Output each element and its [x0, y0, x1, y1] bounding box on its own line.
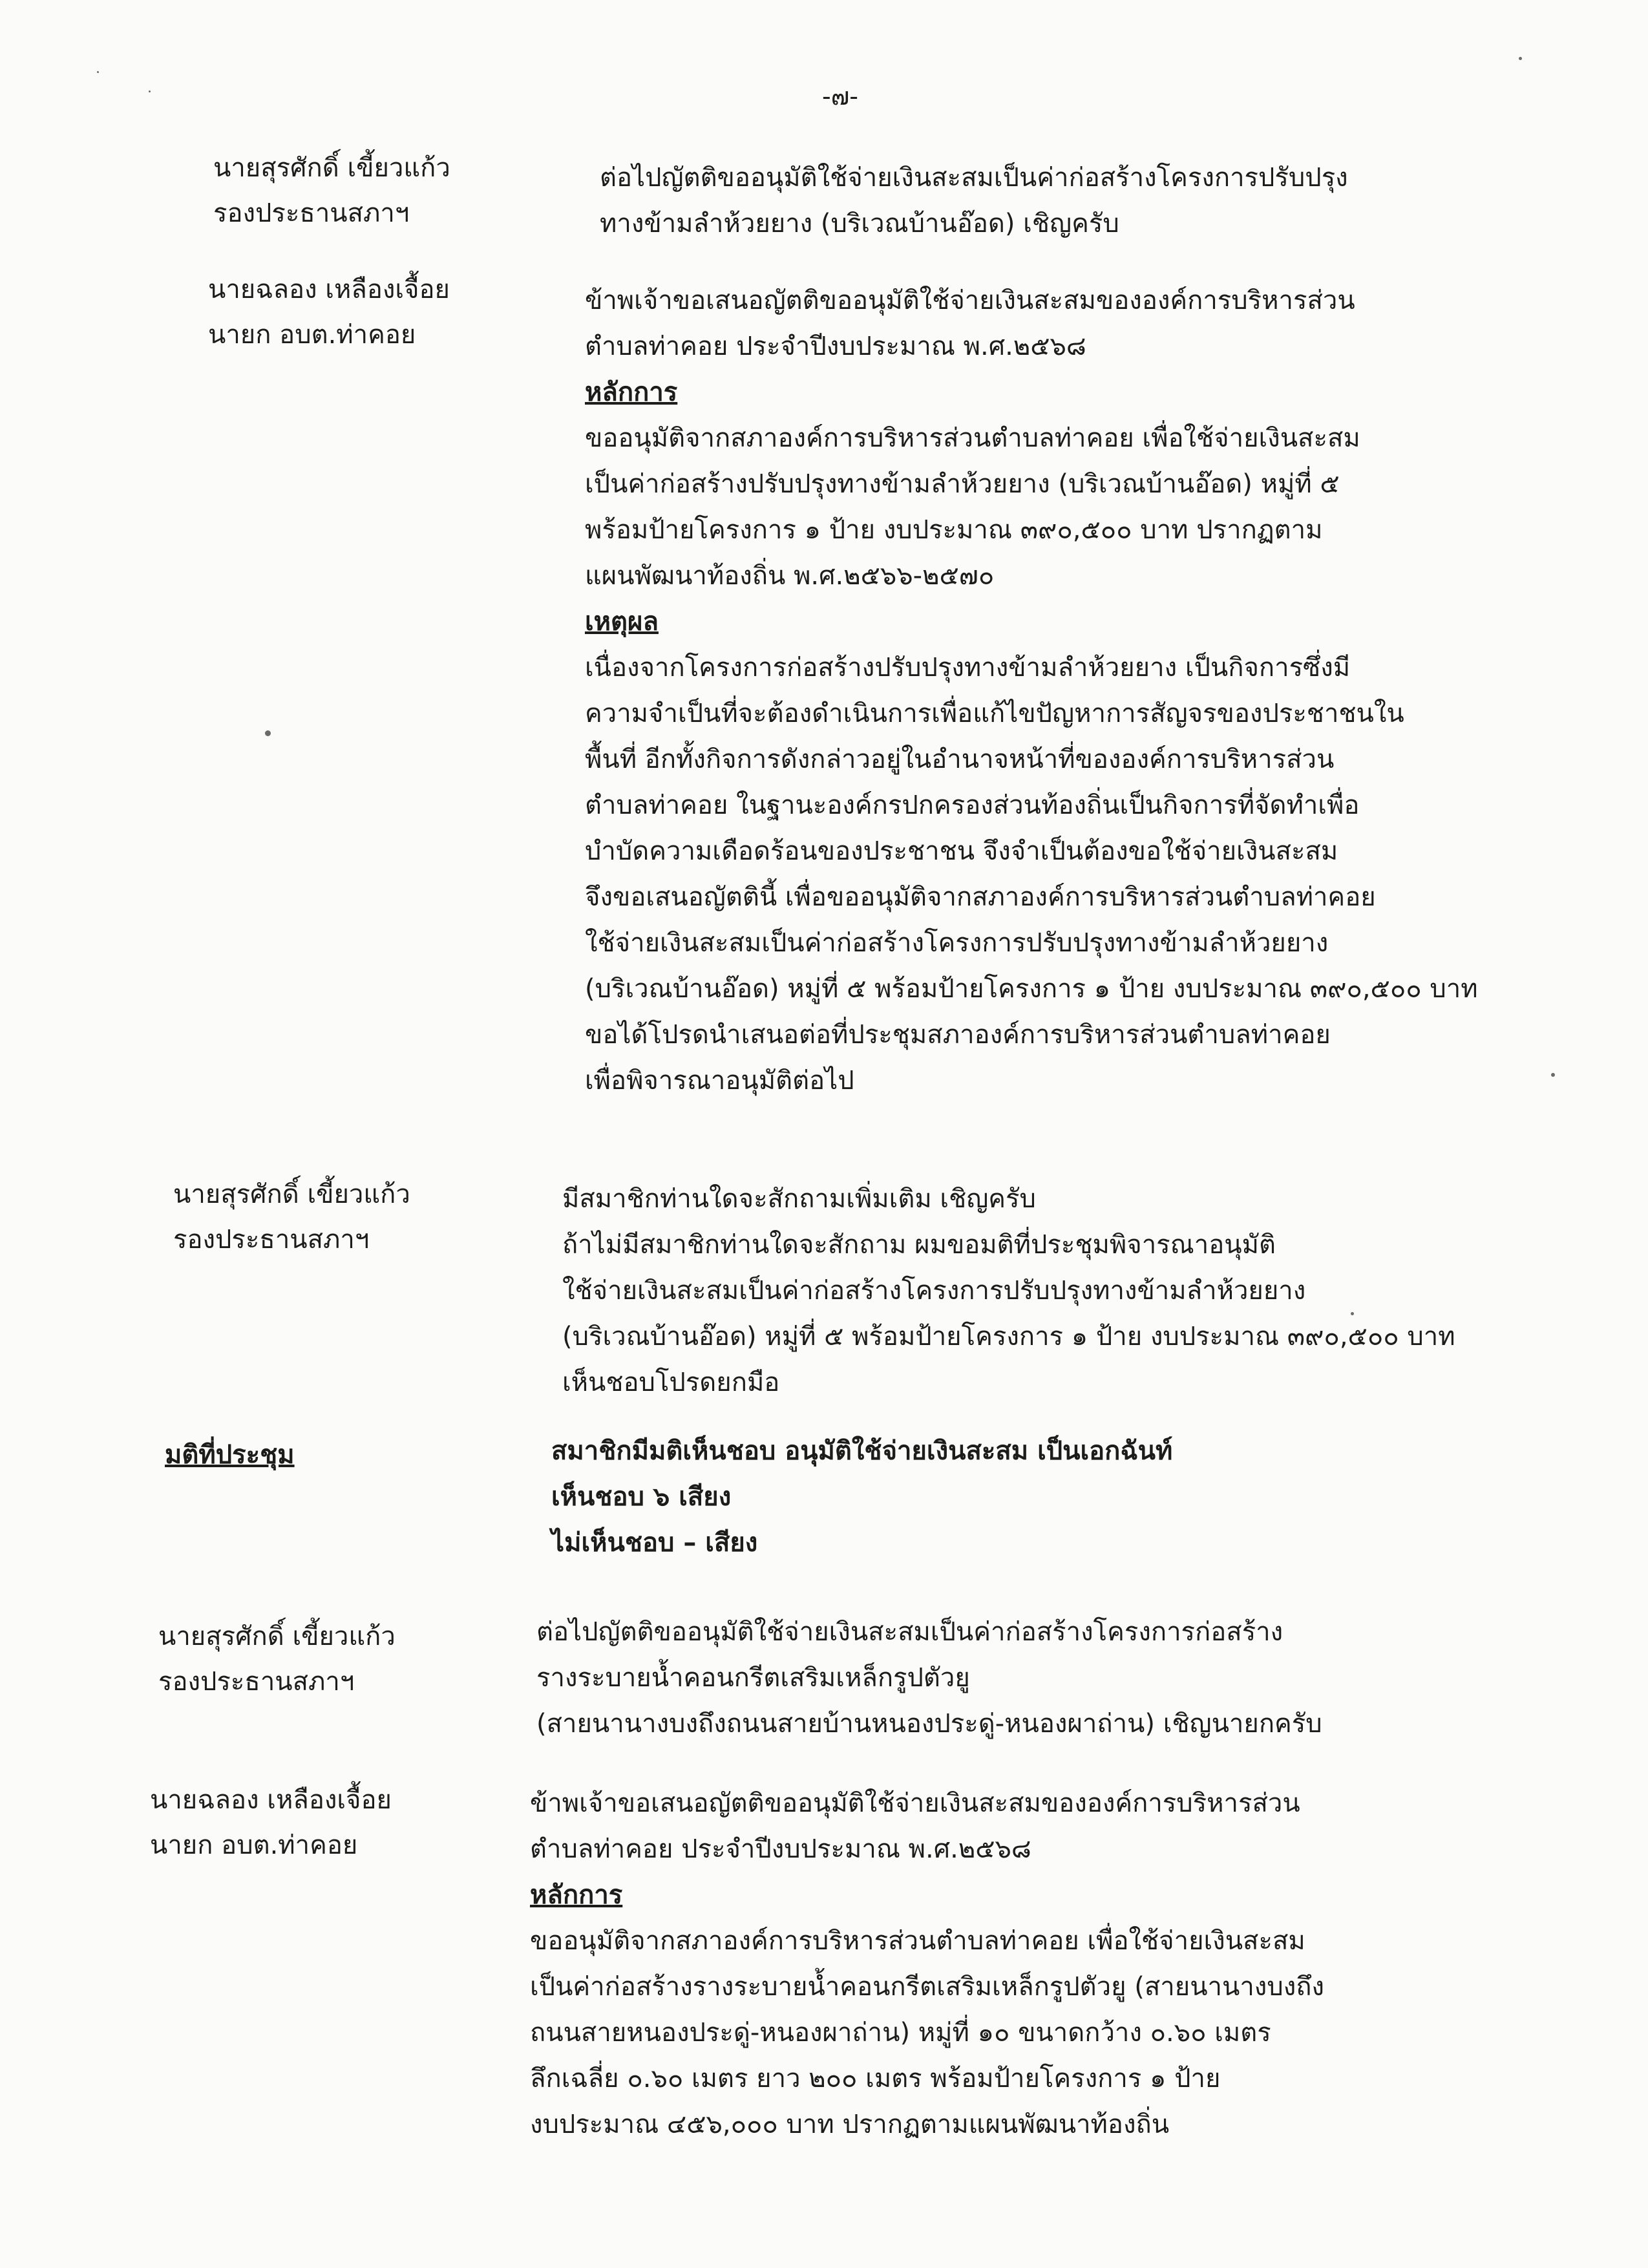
speaker-name: นายสุรศักดิ์ เขี้ยวแก้ว: [173, 1180, 410, 1209]
speaker-name: นายสุรศักดิ์ เขี้ยวแก้ว: [213, 153, 450, 183]
text-line: เป็นค่าก่อสร้างรางระบายน้ำคอนกรีตเสริมเหล็กรูปตัวยู (สายนานางบงถึง: [530, 1972, 1325, 2002]
scan-speck: [265, 730, 271, 736]
speaker-block: [208, 267, 450, 357]
statement-text: [600, 155, 1348, 247]
speaker-block: [158, 1614, 396, 1704]
scan-speck: [97, 71, 99, 73]
text-line: เป็นค่าก่อสร้างปรับปรุงทางข้ามลำห้วยยาง (บริเวณบ้านอ๊อด) หมู่ที่ ๕: [585, 469, 1340, 499]
text-line: สมาชิกมีมติเห็นชอบ อนุมัติใช้จ่ายเงินสะสม เป็นเอกฉันท์: [551, 1436, 1173, 1466]
text-line: ตำบลท่าคอย ประจำปีงบประมาณ พ.ศ.๒๕๖๘: [530, 1834, 1031, 1864]
text-line: เห็นชอบ ๖ เสียง: [551, 1482, 732, 1512]
text-line: ต่อไปญัตติขออนุมัติใช้จ่ายเงินสะสมเป็นค่าก่อสร้างโครงการปรับปรุง: [600, 163, 1348, 193]
section-heading: หลักการ: [530, 1880, 623, 1910]
speaker-block: [150, 1777, 392, 1868]
text-line: ใช้จ่ายเงินสะสมเป็นค่าก่อสร้างโครงการปรับปรุงทางข้ามลำห้วยยาง: [585, 928, 1329, 958]
text-line: ไม่เห็นชอบ – เสียง: [551, 1528, 758, 1558]
text-line: ถนนสายหนองประดู่-หนองผาถ่าน) หมู่ที่ ๑๐ ขนาดกว้าง ๐.๖๐ เมตร: [530, 2018, 1271, 2048]
speaker-role: นายก อบต.ท่าคอย: [208, 320, 416, 350]
statement-text: [536, 1609, 1322, 1747]
text-line: ขออนุมัติจากสภาองค์การบริหารส่วนตำบลท่าคอย เพื่อใช้จ่ายเงินสะสม: [585, 423, 1360, 453]
speaker-name: นายฉลอง เหลืองเจื้อย: [150, 1785, 392, 1815]
speaker-role: รองประธานสภาฯ: [173, 1225, 370, 1255]
scan-speck: [1551, 1073, 1555, 1077]
text-line: เพื่อพิจารณาอนุมัติต่อไป: [585, 1066, 854, 1096]
speaker-role: รองประธานสภาฯ: [158, 1667, 355, 1697]
text-line: แผนพัฒนาท้องถิ่น พ.ศ.๒๕๖๖-๒๕๗๐: [585, 561, 995, 591]
resolution-label: มติที่ประชุม: [165, 1440, 295, 1470]
statement-text: [585, 278, 1478, 1104]
statement-text: [551, 1428, 1172, 1566]
text-line: ตำบลท่าคอย ประจำปีงบประมาณ พ.ศ.๒๕๖๘: [585, 332, 1086, 361]
text-line: รางระบายน้ำคอนกรีตเสริมเหล็กรูปตัวยู: [536, 1663, 970, 1693]
text-line: พื้นที่ อีกทั้งกิจการดังกล่าวอยู่ในอำนาจหน้าที่ขององค์การบริหารส่วน: [585, 745, 1335, 774]
speaker-role: นายก อบต.ท่าคอย: [150, 1830, 358, 1860]
text-line: ถ้าไม่มีสมาชิกท่านใดจะสักถาม ผมขอมติที่ประชุมพิจารณาอนุมัติ: [562, 1230, 1276, 1260]
text-line: บำบัดความเดือดร้อนของประชาชน จึงจำเป็นต้องขอใช้จ่ายเงินสะสม: [585, 836, 1338, 866]
text-line: ขออนุมัติจากสภาองค์การบริหารส่วนตำบลท่าคอย เพื่อใช้จ่ายเงินสะสม: [530, 1926, 1305, 1956]
text-line: เห็นชอบโปรดยกมือ: [562, 1368, 780, 1397]
text-line: ทางข้ามลำห้วยยาง (บริเวณบ้านอ๊อด) เชิญครับ: [600, 209, 1119, 238]
text-line: ต่อไปญัตติขออนุมัติใช้จ่ายเงินสะสมเป็นค่าก่อสร้างโครงการก่อสร้าง: [536, 1617, 1284, 1647]
text-line: ขอได้โปรดนำเสนอต่อที่ประชุมสภาองค์การบริหารส่วนตำบลท่าคอย: [585, 1020, 1331, 1050]
section-heading: เหตุผล: [585, 607, 659, 637]
text-line: ตำบลท่าคอย ในฐานะองค์กรปกครองส่วนท้องถิ่นเป็นกิจการที่จัดทำเพื่อ: [585, 790, 1360, 820]
text-line: ลึกเฉลี่ย ๐.๖๐ เมตร ยาว ๒๐๐ เมตร พร้อมป้ายโครงการ ๑ ป้าย: [530, 2064, 1221, 2093]
section-heading: หลักการ: [585, 377, 678, 407]
speaker-role: รองประธานสภาฯ: [213, 198, 410, 228]
scan-speck: [1519, 57, 1522, 60]
text-line: ข้าพเจ้าขอเสนอญัตติขออนุมัติใช้จ่ายเงินสะสมขององค์การบริหารส่วน: [530, 1788, 1300, 1818]
text-line: (บริเวณบ้านอ๊อด) หมู่ที่ ๕ พร้อมป้ายโครงการ ๑ ป้าย งบประมาณ ๓๙๐,๕๐๐ บาท: [562, 1322, 1455, 1351]
text-line: ข้าพเจ้าขอเสนอญัตติขออนุมัติใช้จ่ายเงินสะสมขององค์การบริหารส่วน: [585, 286, 1355, 315]
text-line: งบประมาณ ๔๕๖,๐๐๐ บาท ปรากฏตามแผนพัฒนาท้องถิ่น: [530, 2110, 1170, 2139]
text-line: ใช้จ่ายเงินสะสมเป็นค่าก่อสร้างโครงการปรับปรุงทางข้ามลำห้วยยาง: [562, 1276, 1306, 1306]
speaker-block: [213, 145, 450, 236]
text-line: ความจำเป็นที่จะต้องดำเนินการเพื่อแก้ไขปัญหาการสัญจรของประชาชนใน: [585, 699, 1404, 728]
text-line: เนื่องจากโครงการก่อสร้างปรับปรุงทางข้ามลำห้วยยาง เป็นกิจการซึ่งมี: [585, 653, 1351, 683]
speaker-block: [173, 1172, 410, 1262]
scan-speck: [1351, 1312, 1354, 1315]
text-line: (สายนานางบงถึงถนนสายบ้านหนองประดู่-หนองผาถ่าน) เชิญนายกครับ: [536, 1709, 1322, 1739]
page-number: -๗-: [822, 82, 858, 111]
speaker-name: นายสุรศักดิ์ เขี้ยวแก้ว: [158, 1622, 396, 1651]
scan-speck: [149, 90, 151, 92]
text-line: จึงขอเสนอญัตตินี้ เพื่อขออนุมัติจากสภาองค์การบริหารส่วนตำบลท่าคอย: [585, 882, 1376, 912]
text-line: พร้อมป้ายโครงการ ๑ ป้าย งบประมาณ ๓๙๐,๕๐๐ บาท ปรากฏตาม: [585, 515, 1323, 545]
statement-text: [530, 1781, 1324, 2148]
text-line: (บริเวณบ้านอ๊อด) หมู่ที่ ๕ พร้อมป้ายโครงการ ๑ ป้าย งบประมาณ ๓๙๐,๕๐๐ บาท: [585, 974, 1478, 1004]
speaker-name: นายฉลอง เหลืองเจื้อย: [208, 275, 450, 304]
statement-text: [562, 1176, 1455, 1406]
text-line: มีสมาชิกท่านใดจะสักถามเพิ่มเติม เชิญครับ: [562, 1184, 1036, 1214]
